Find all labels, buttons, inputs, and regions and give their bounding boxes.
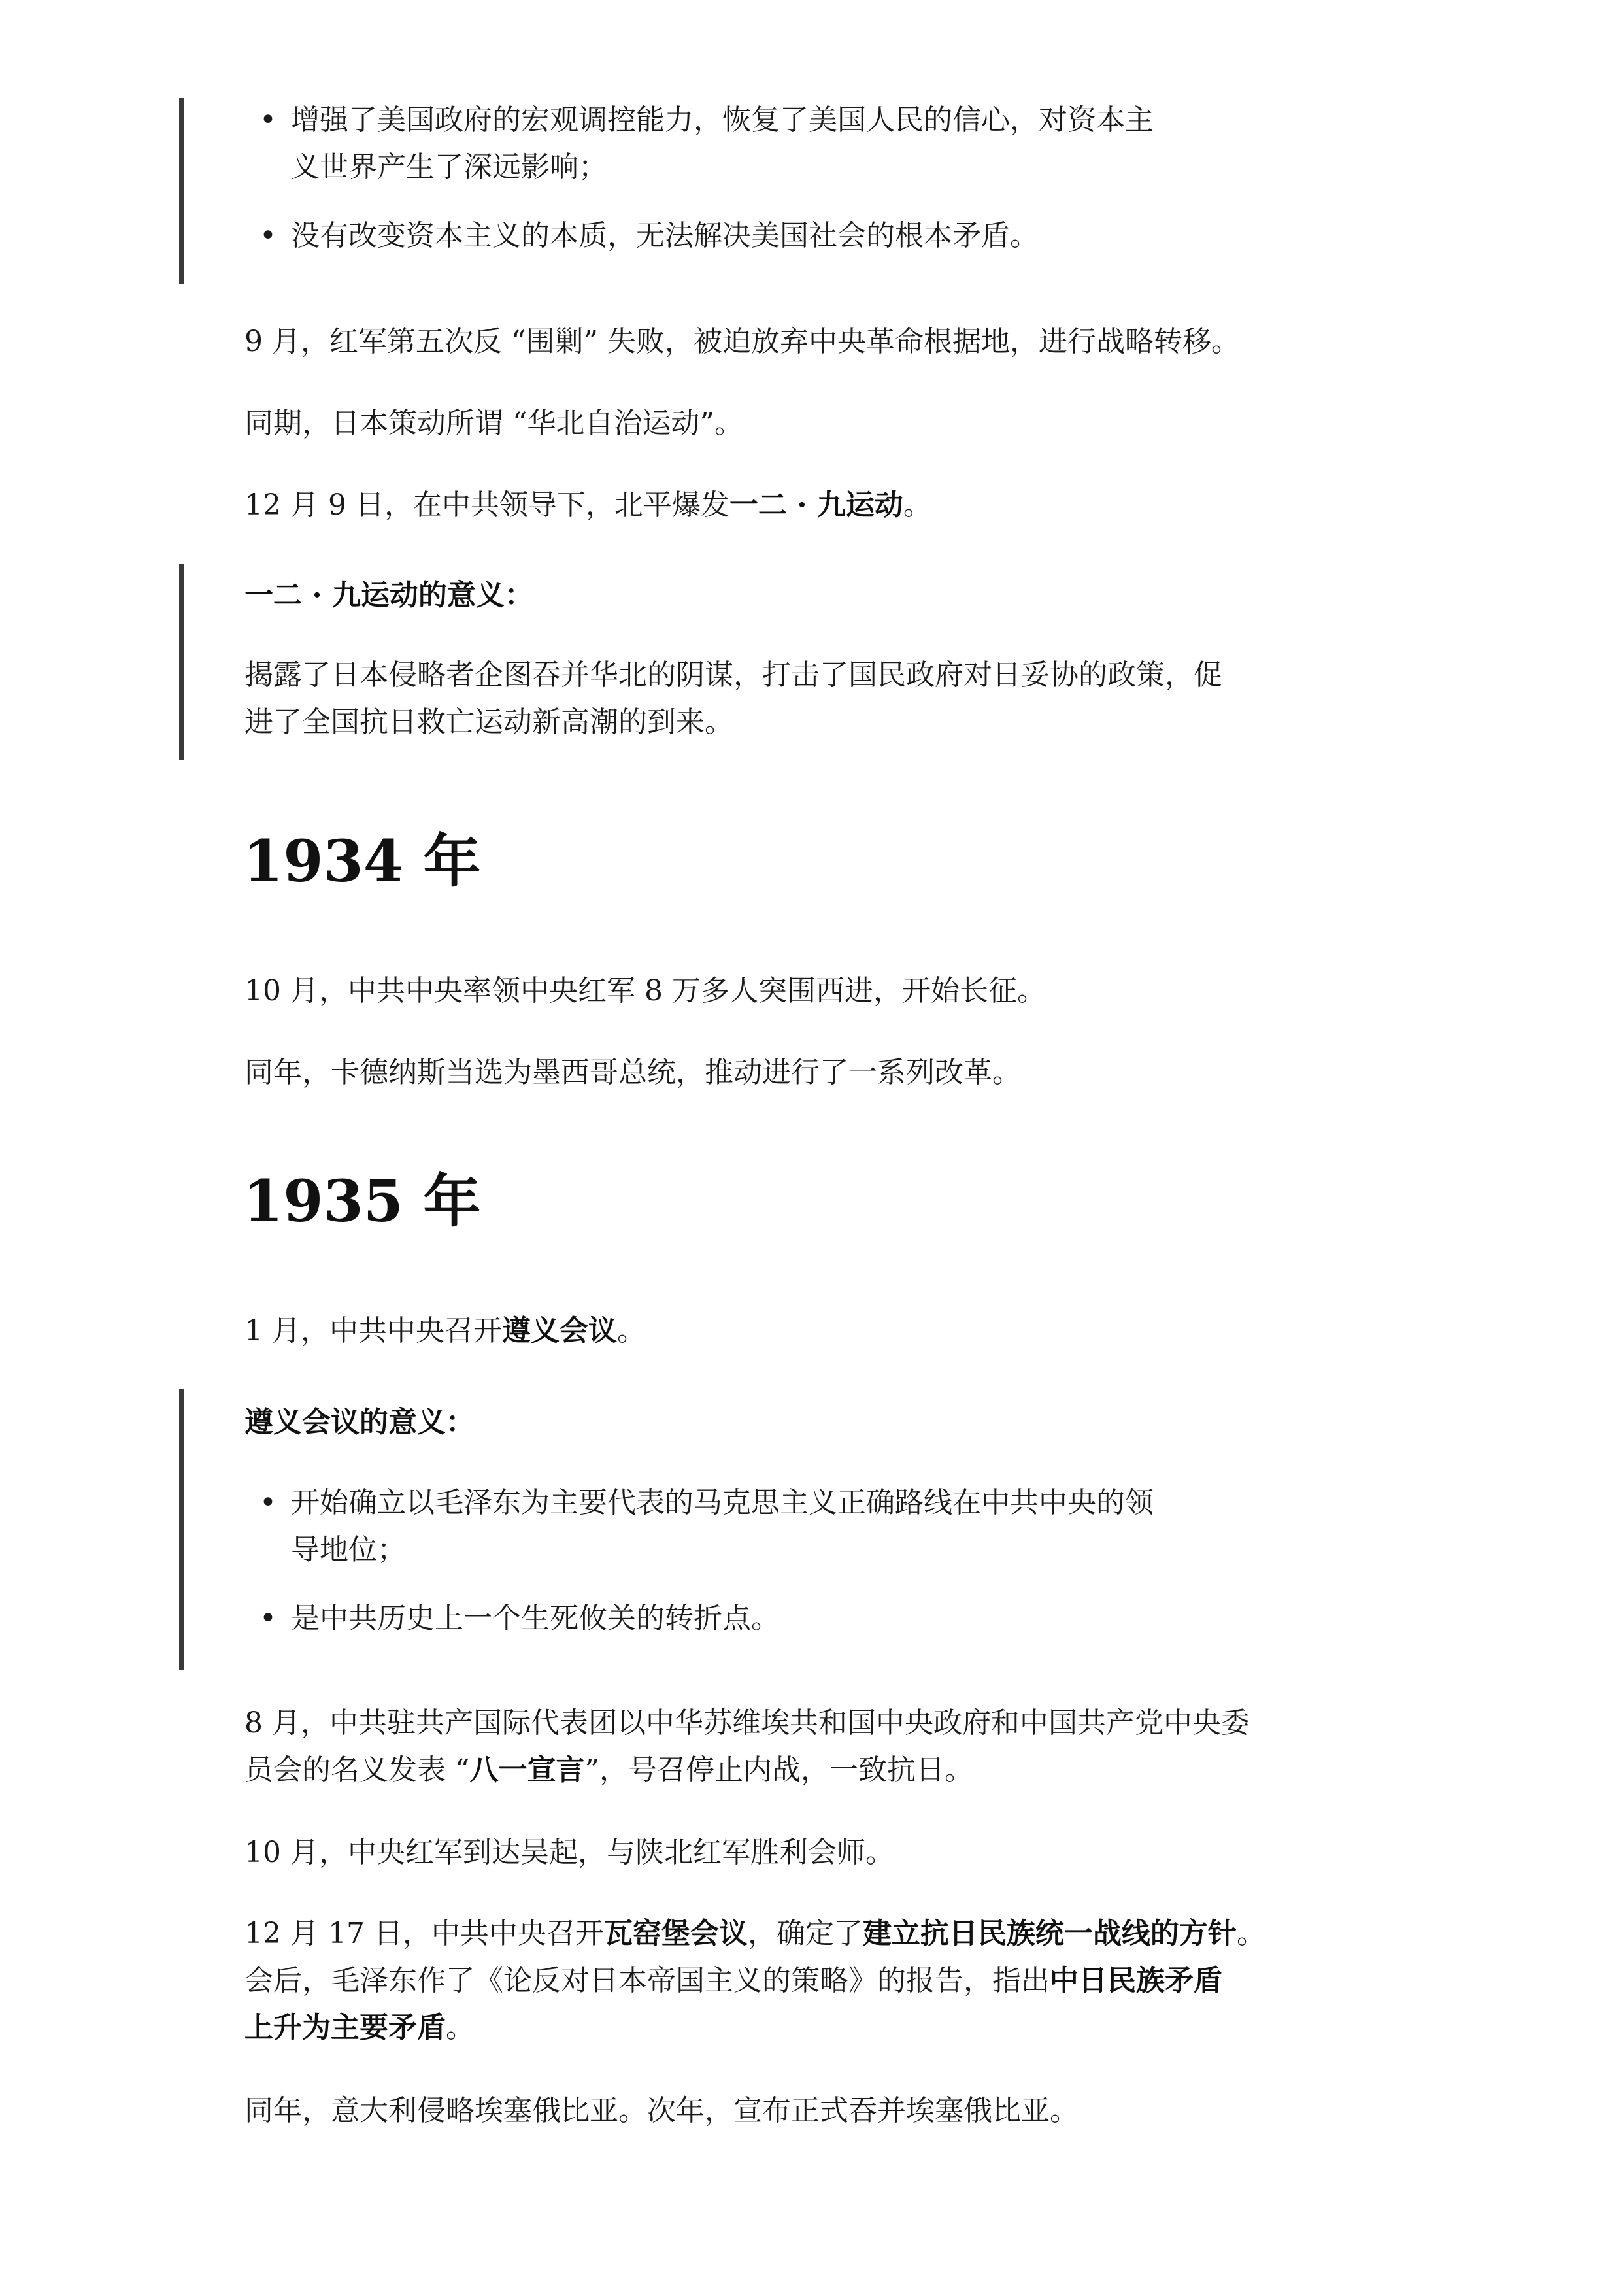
text-run: 。 bbox=[903, 488, 932, 522]
list-item bbox=[259, 97, 1350, 191]
list-item bbox=[259, 1479, 1350, 1574]
list-item-text-continued: 义世界产生了深远影响； bbox=[291, 150, 607, 184]
text-line bbox=[244, 1747, 1395, 1794]
text-run: ”，号召停止内战，一致抗日。 bbox=[584, 1753, 973, 1787]
text-run: 。 bbox=[616, 1314, 646, 1347]
bold-term: 一二 · 九运动 bbox=[729, 488, 903, 522]
text-line bbox=[244, 1957, 1395, 2004]
list-item bbox=[259, 212, 1350, 260]
blockquote-title bbox=[244, 1399, 1395, 1446]
paragraph: 9 月，红军第五次反 “围剿” 失败，被迫放弃中央革命根据地，进行战略转移。 bbox=[244, 325, 1240, 358]
bullet-icon: • bbox=[259, 1486, 276, 1519]
bullet-icon: • bbox=[259, 103, 276, 137]
paragraph: 同年，卡德纳斯当选为墨西哥总统，推动进行了一系列改革。 bbox=[244, 1056, 1021, 1089]
list-item-text: 增强了美国政府的宏观调控能力，恢复了美国人民的信心，对资本主 bbox=[291, 103, 1154, 137]
text-line: 揭露了日本侵略者企图吞并华北的阴谋，打击了国民政府对日妥协的政策，促 bbox=[244, 658, 1222, 692]
paragraph bbox=[244, 1700, 1395, 1794]
text-run: 员会的名义发表 “ bbox=[244, 1753, 470, 1787]
text-run: 会后，毛泽东作了《论反对日本帝国主义的策略》的报告，指出 bbox=[244, 1964, 1050, 1997]
section-heading-1934: 1934 年 bbox=[243, 827, 481, 895]
section-heading-1935: 1935 年 bbox=[243, 1167, 481, 1235]
bold-term: 遵义会议 bbox=[501, 1314, 617, 1347]
text-run: 12 月 9 日，在中共领导下，北平爆发 bbox=[244, 488, 729, 522]
text-run: ，确定了 bbox=[747, 1917, 863, 1950]
blockquote-title bbox=[244, 572, 1395, 619]
bold-term: 八一宣言 bbox=[469, 1753, 585, 1787]
paragraph bbox=[244, 482, 1395, 529]
bullet-icon: • bbox=[259, 219, 276, 252]
list-item-text: 开始确立以毛泽东为主要代表的马克思主义正确路线在中共中央的领 bbox=[291, 1486, 1154, 1519]
text-line: 进了全国抗日救亡运动新高潮的到来。 bbox=[244, 705, 733, 739]
paragraph: 10 月，中共中央率领中央红军 8 万多人突围西进，开始长征。 bbox=[244, 974, 1046, 1007]
paragraph bbox=[244, 1308, 1395, 1355]
list-item bbox=[259, 1595, 1350, 1642]
text-line: 8 月，中共驻共产国际代表团以中华苏维埃共和国中央政府和中国共产党中央委 bbox=[244, 1706, 1250, 1740]
list-item-text-continued: 导地位； bbox=[291, 1533, 406, 1566]
bold-term: 中日民族矛盾 bbox=[1050, 1964, 1222, 1997]
text-run: 。 bbox=[446, 2011, 475, 2044]
blockquote-bar bbox=[179, 1389, 184, 1670]
text-run: 。 bbox=[1236, 1917, 1265, 1950]
paragraph: 10 月，中央红军到达吴起，与陕北红军胜利会师。 bbox=[244, 1836, 894, 1869]
blockquote-text bbox=[244, 652, 1395, 746]
bold-term: 遵义会议的意义： bbox=[244, 1406, 475, 1439]
bold-term: 上升为主要矛盾 bbox=[244, 2011, 446, 2044]
bold-term: 瓦窑堡会议 bbox=[603, 1917, 748, 1950]
bullet-icon: • bbox=[259, 1602, 276, 1635]
blockquote-bar bbox=[179, 564, 184, 760]
list-item-text: 没有改变资本主义的本质，无法解决美国社会的根本矛盾。 bbox=[291, 219, 1039, 252]
blockquote-bar bbox=[179, 98, 184, 284]
list-item-text: 是中共历史上一个生死攸关的转折点。 bbox=[291, 1602, 780, 1635]
paragraph: 同年，意大利侵略埃塞俄比亚。次年，宣布正式吞并埃塞俄比亚。 bbox=[244, 2094, 1079, 2127]
bold-term: 建立抗日民族统一战线的方针 bbox=[862, 1917, 1237, 1950]
text-line bbox=[244, 2004, 1395, 2051]
text-line bbox=[244, 1910, 1395, 1957]
text-run: 1 月，中共中央召开 bbox=[244, 1314, 502, 1347]
text-run: 12 月 17 日，中共中央召开 bbox=[244, 1917, 604, 1950]
paragraph bbox=[244, 1910, 1395, 2051]
bold-term: 一二 · 九运动的意义： bbox=[244, 579, 533, 612]
paragraph: 同期，日本策动所谓 “华北自治运动”。 bbox=[244, 407, 743, 440]
